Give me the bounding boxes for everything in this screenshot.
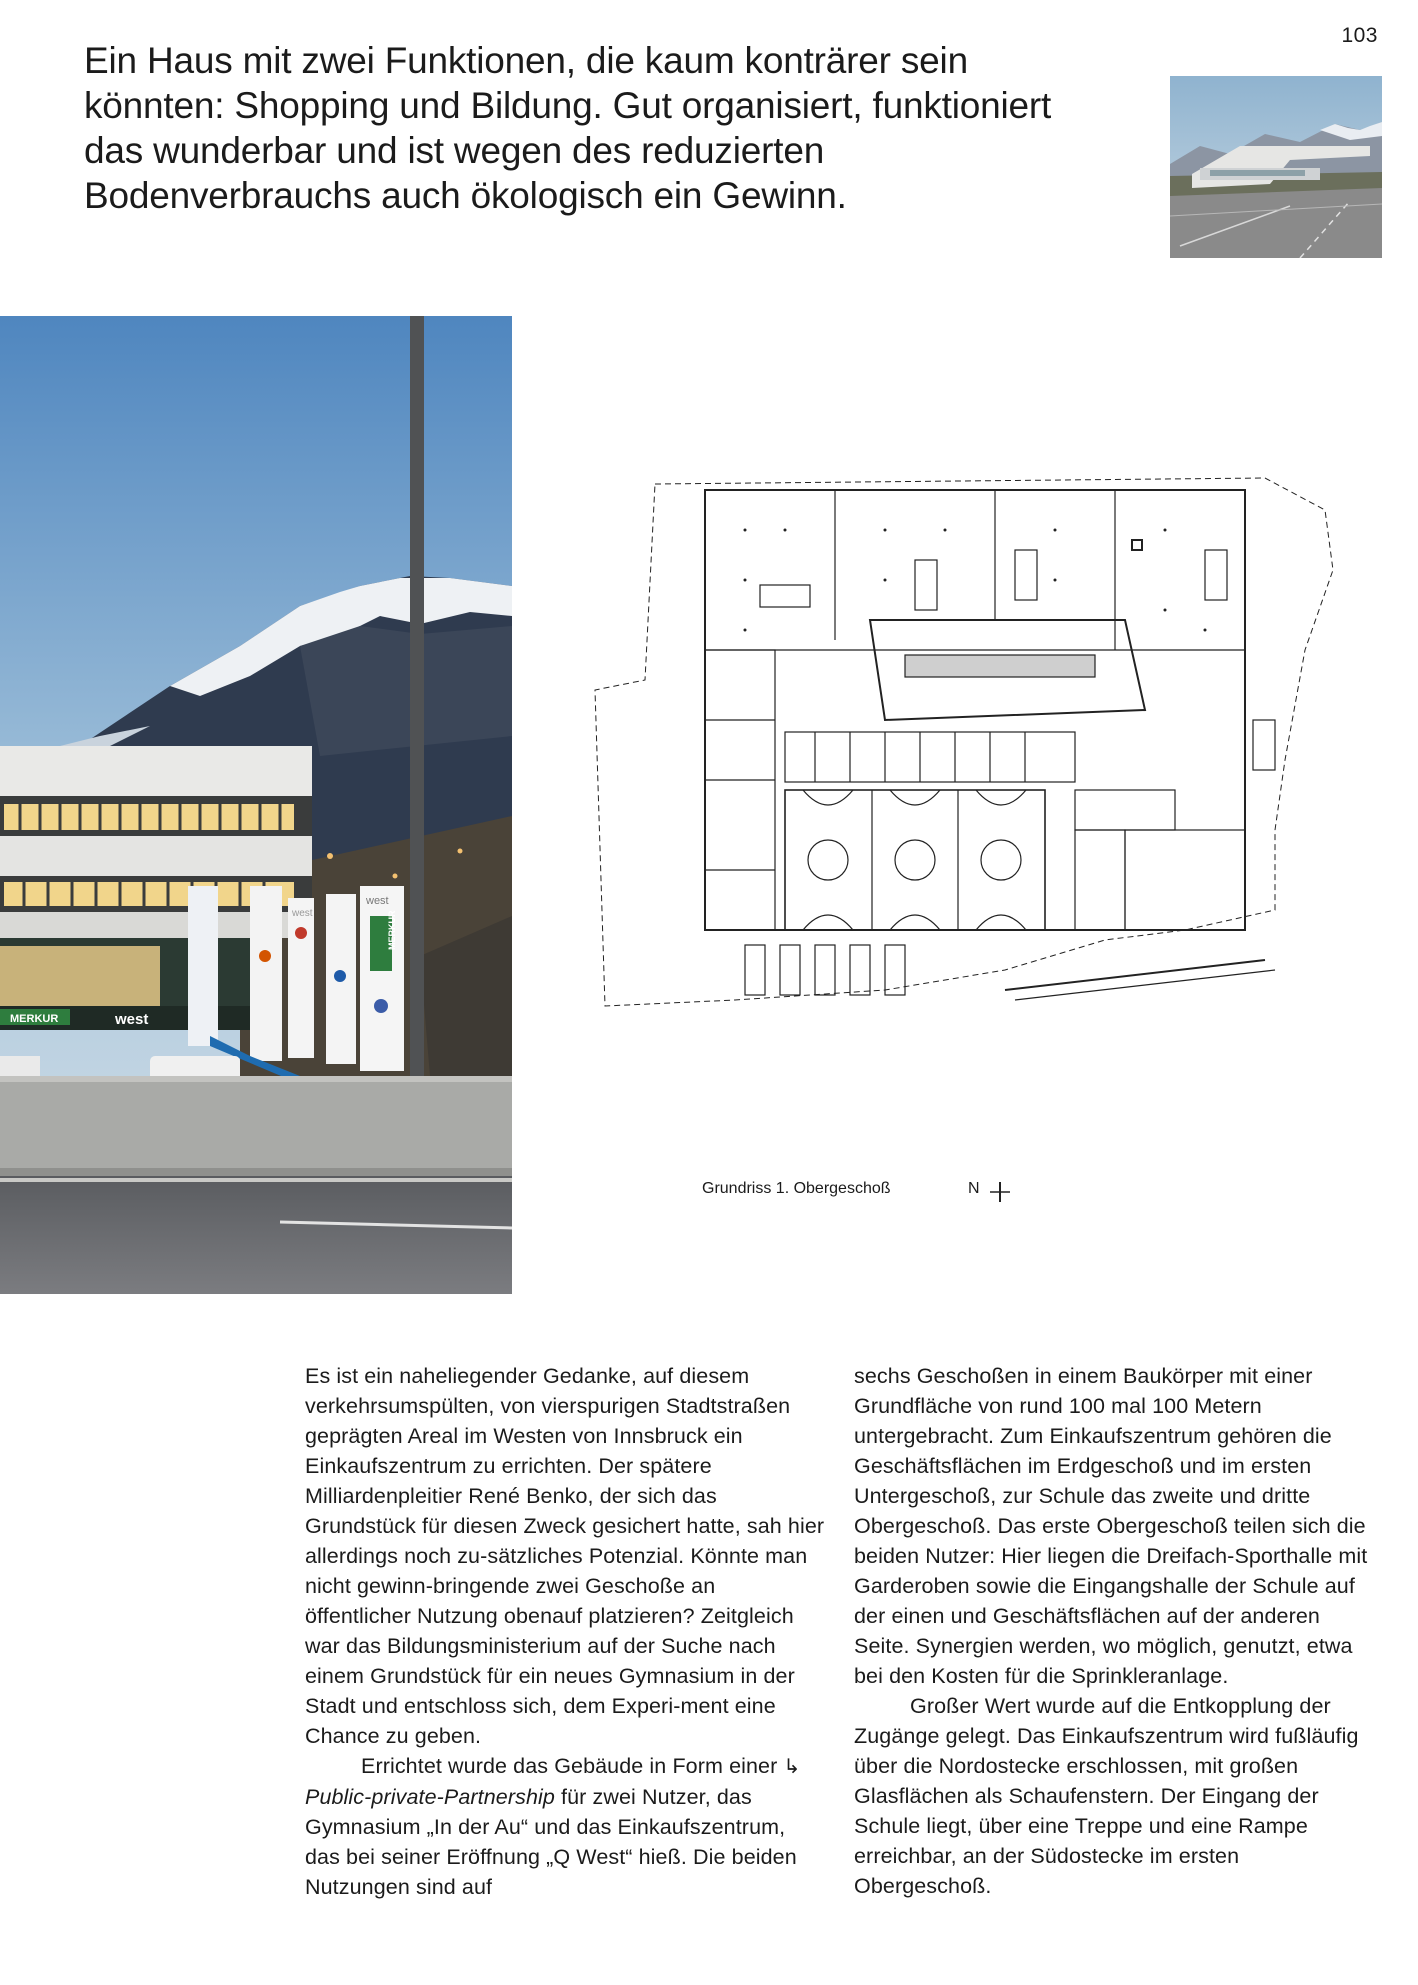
north-label: N <box>968 1180 980 1197</box>
body-text-segment: für zwei Nutzer, das Gymnasium „In der Au“ und das Einkaufszentrum, das bei seiner Eröffnung „Q West“ hieß. Die beiden Nutzungen sind auf <box>305 1785 797 1899</box>
body-text-segment: Errichtet wurde das Gebäude in Form einer <box>361 1754 784 1778</box>
body-column-left <box>305 1361 825 1902</box>
pylon-sign-west-2: west <box>292 908 313 919</box>
west-store-sign: west <box>115 1011 149 1028</box>
body-paragraph <box>305 1751 825 1902</box>
body-paragraph: Großer Wert wurde auf die Entkopplung der Zugänge gelegt. Das Einkaufszentrum wird fußläufig über die Nordostecke erschlossen, mit großen Glasflächen als Schaufenstern. Der Eingang der Schule liegt, über eine Treppe und eine Rampe erreichbar, an der Südostecke im ersten Obergeschoß. <box>854 1694 1359 1898</box>
body-paragraph: Es ist ein naheliegender Gedanke, auf diesem verkehrsumspülten, von vierspurigen Stadtstraßen geprägten Areal im Westen von Innsbruck ein Einkaufszentrum zu errichten. Der spätere Milliardenpleitier René Benko, der sich das Grundstück für diesen Zweck gesichert hatte, sah hier allerdings noch zu-sätzliches Potenzial. Könnte man nicht gewinn-bringende zwei Geschoße an öffentlicher Nutzung obenauf platzieren? Zeitgleich war das Bildungsministerium auf der Suche nach einem Grundstück für ein neues Gymnasium in der Stadt und entschloss sich, dem Experi-ment eine Chance zu geben. <box>305 1364 825 1748</box>
glossary-link[interactable]: Public-private-Partnership <box>305 1785 555 1809</box>
pylon-sign-merkur: MERKUR <box>387 910 397 950</box>
body-column-right <box>854 1361 1374 1901</box>
body-paragraph: sechs Geschoßen in einem Baukörper mit einer Grundfläche von rund 100 mal 100 Metern untergebracht. Zum Einkaufszentrum gehören die Geschäftsflächen im Erdgeschoß und im ersten Untergeschoß, zur Schule das zweite und dritte Obergeschoß. Das erste Obergeschoß teilen sich die beiden Nutzer: Hier liegen die Dreifach-Sporthalle mit Garderoben sowie die Eingangshalle der Schule auf der einen und Geschäftsflächen auf der anderen Seite. Synergien werden, wo möglich, genutzt, etwa bei den Kosten für die Sprinkleranlage. <box>854 1364 1368 1688</box>
thumbnail-building-photo <box>1170 76 1382 258</box>
building-photo <box>0 316 512 1294</box>
page-number: 103 <box>1341 24 1378 47</box>
headline: Ein Haus mit zwei Funktionen, die kaum konträrer sein könnten: Shopping und Bildung. Gut organisiert, funktioniert das wunderbar und ist wegen des reduzierten Bodenverbrauchs auch ökologisch ein Gewinn. <box>84 40 1052 216</box>
floor-plan-caption: Grundriss 1. Obergeschoß <box>702 1180 891 1197</box>
reference-arrow-icon: ↳ <box>783 1756 801 1778</box>
merkur-store-sign: MERKUR <box>10 1013 59 1025</box>
north-arrow-icon <box>990 1182 1010 1202</box>
floor-plan-drawing <box>585 470 1360 1100</box>
pylon-sign-west: west <box>366 895 389 907</box>
